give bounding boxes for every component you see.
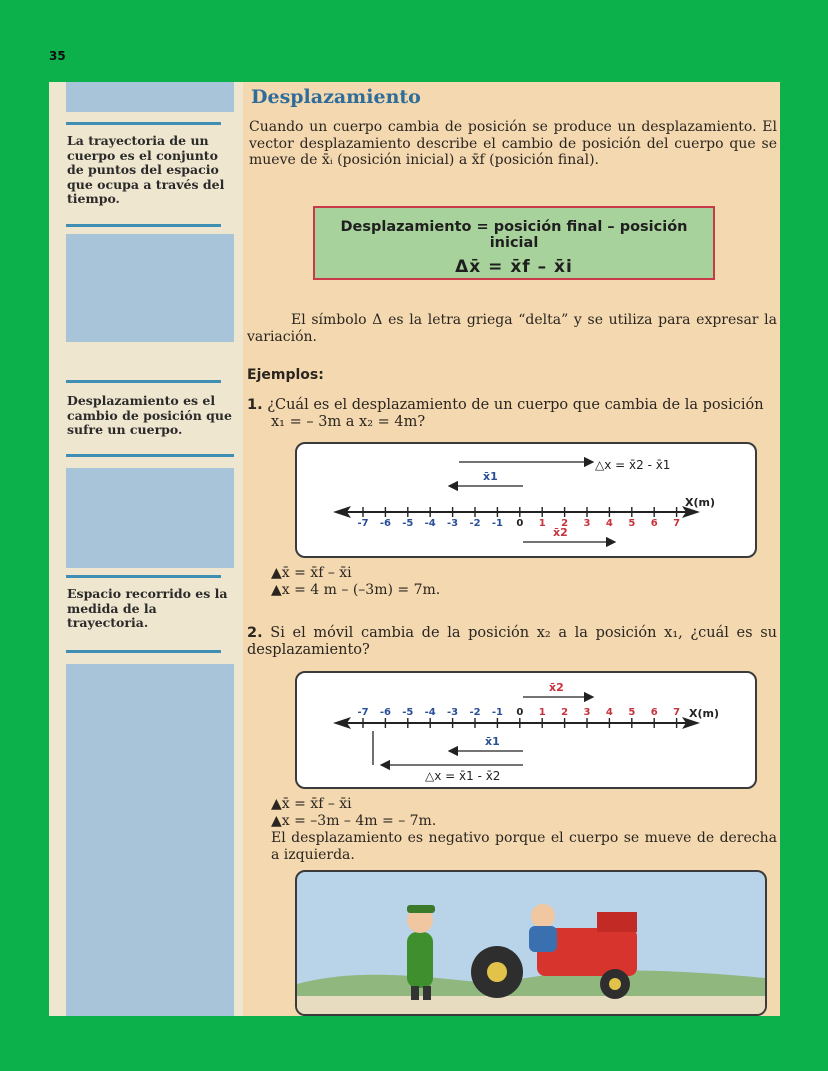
tick-group (357, 507, 680, 529)
number-line-svg (297, 444, 755, 556)
tick-label: 0 (516, 518, 524, 529)
x1-label: x̄1 (483, 470, 498, 483)
page-number: 35 (49, 49, 66, 63)
example-1-question (247, 397, 777, 414)
example-2-calc-vector: ▲x̄ = x̄f – x̄i (271, 796, 352, 812)
sidebar-color-block (66, 234, 234, 342)
tick-label: 7 (673, 707, 681, 718)
ground (297, 996, 765, 1014)
main-content (243, 82, 780, 1016)
example-number: 2. (247, 625, 263, 641)
intro-paragraph: Cuando un cuerpo cambia de posición se produce un desplazamiento. El vector desplazamiento describe el cambio de posición del cuerpo que se mueve de x̄ᵢ (posición inicial) a x̄f (posición final). (249, 119, 777, 168)
cartoon-illustration (297, 872, 765, 1014)
sidebar-color-block (66, 468, 234, 568)
tick-label: -6 (379, 707, 391, 718)
axis-label: X(m) (689, 707, 719, 720)
tick-label: 4 (605, 707, 613, 718)
tick-label: 5 (628, 707, 636, 718)
tick-label: -6 (379, 518, 391, 529)
tick-label: 7 (673, 518, 681, 529)
tick-label: -3 (447, 518, 459, 529)
tick-label: 4 (605, 518, 613, 529)
sidebar-note-trajectory: La trayectoria de un cuerpo es el conjunto de puntos del espacio que ocupa a través del tiempo. (67, 133, 225, 206)
number-line-svg (297, 673, 755, 787)
section-title: Desplazamiento (251, 86, 421, 108)
tick-label: -4 (424, 707, 436, 718)
number-line-diagram-2 (295, 671, 757, 789)
sidebar-color-block (66, 82, 234, 112)
tick-label: 1 (538, 707, 546, 718)
sidebar-color-block (66, 664, 234, 1016)
example-2-question (247, 625, 777, 659)
tick-label: 1 (538, 518, 546, 529)
tick-label: -2 (469, 707, 481, 718)
question-text: Si el móvil cambia de la posición x₂ a la posición x₁, ¿cuál es su desplazamiento? (247, 625, 778, 658)
tick-label: -5 (402, 518, 414, 529)
delta-paragraph: El símbolo Δ es la letra griega “delta” y se utiliza para expresar la variación. (247, 312, 777, 345)
tick-label: 2 (561, 707, 569, 718)
tick-label: 3 (583, 707, 591, 718)
x2-label: x̄2 (549, 681, 564, 694)
question-text: ¿Cuál es el desplazamiento de un cuerpo que cambia de la posición (267, 397, 764, 413)
example-number: 1. (247, 397, 263, 413)
example-1-positions: x₁ = – 3m a x₂ = 4m? (271, 414, 426, 430)
divider (66, 380, 221, 383)
tick-label: -1 (491, 518, 503, 529)
tick-group (357, 707, 680, 728)
tick-label: -7 (357, 518, 369, 529)
tick-label: 2 (561, 518, 569, 529)
formula-text: Desplazamiento = posición final – posición inicial (340, 219, 688, 251)
example-1-calc-vector: ▲x̄ = x̄f – x̄i (271, 565, 352, 581)
tick-label: -7 (357, 707, 369, 718)
tick-label: 0 (516, 707, 524, 718)
divider (66, 454, 234, 457)
example-2-conclusion: El desplazamiento es negativo porque el cuerpo se mueve de derecha a izquierda. (271, 830, 777, 863)
formula-equation: Δx̄ = x̄f – x̄i (455, 257, 573, 277)
divider (66, 122, 221, 125)
tick-label: 6 (650, 707, 658, 718)
textbook-page (49, 82, 780, 1016)
tractor-cartoon (295, 870, 767, 1016)
divider (66, 650, 221, 653)
number-line-diagram-1 (295, 442, 757, 558)
sidebar (49, 82, 243, 1016)
x2-label: x̄2 (553, 526, 568, 539)
axis-label: X(m) (685, 496, 715, 509)
x1-label: x̄1 (485, 735, 500, 748)
sidebar-note-distance: Espacio recorrido es la medida de la trayectoria. (67, 586, 228, 630)
delta-label: △x = x̄1 - x̄2 (425, 769, 501, 783)
formula-box (313, 206, 715, 280)
divider (66, 224, 221, 227)
example-2-calc-result: ▲x = –3m – 4m = – 7m. (271, 813, 437, 829)
delta-label: △x = x̄2 - x̄1 (595, 458, 671, 472)
tick-label: -4 (424, 518, 436, 529)
examples-heading: Ejemplos: (247, 367, 324, 383)
tick-label: -3 (447, 707, 459, 718)
tick-label: -2 (469, 518, 481, 529)
tick-label: -5 (402, 707, 414, 718)
tick-label: 6 (650, 518, 658, 529)
sidebar-note-displacement: Desplazamiento es el cambio de posición que sufre un cuerpo. (67, 393, 232, 437)
tick-label: 3 (583, 518, 591, 529)
tick-label: 5 (628, 518, 636, 529)
tick-label: -1 (491, 707, 503, 718)
example-1-calc-result: ▲x = 4 m – (–3m) = 7m. (271, 582, 441, 598)
divider (66, 575, 221, 578)
